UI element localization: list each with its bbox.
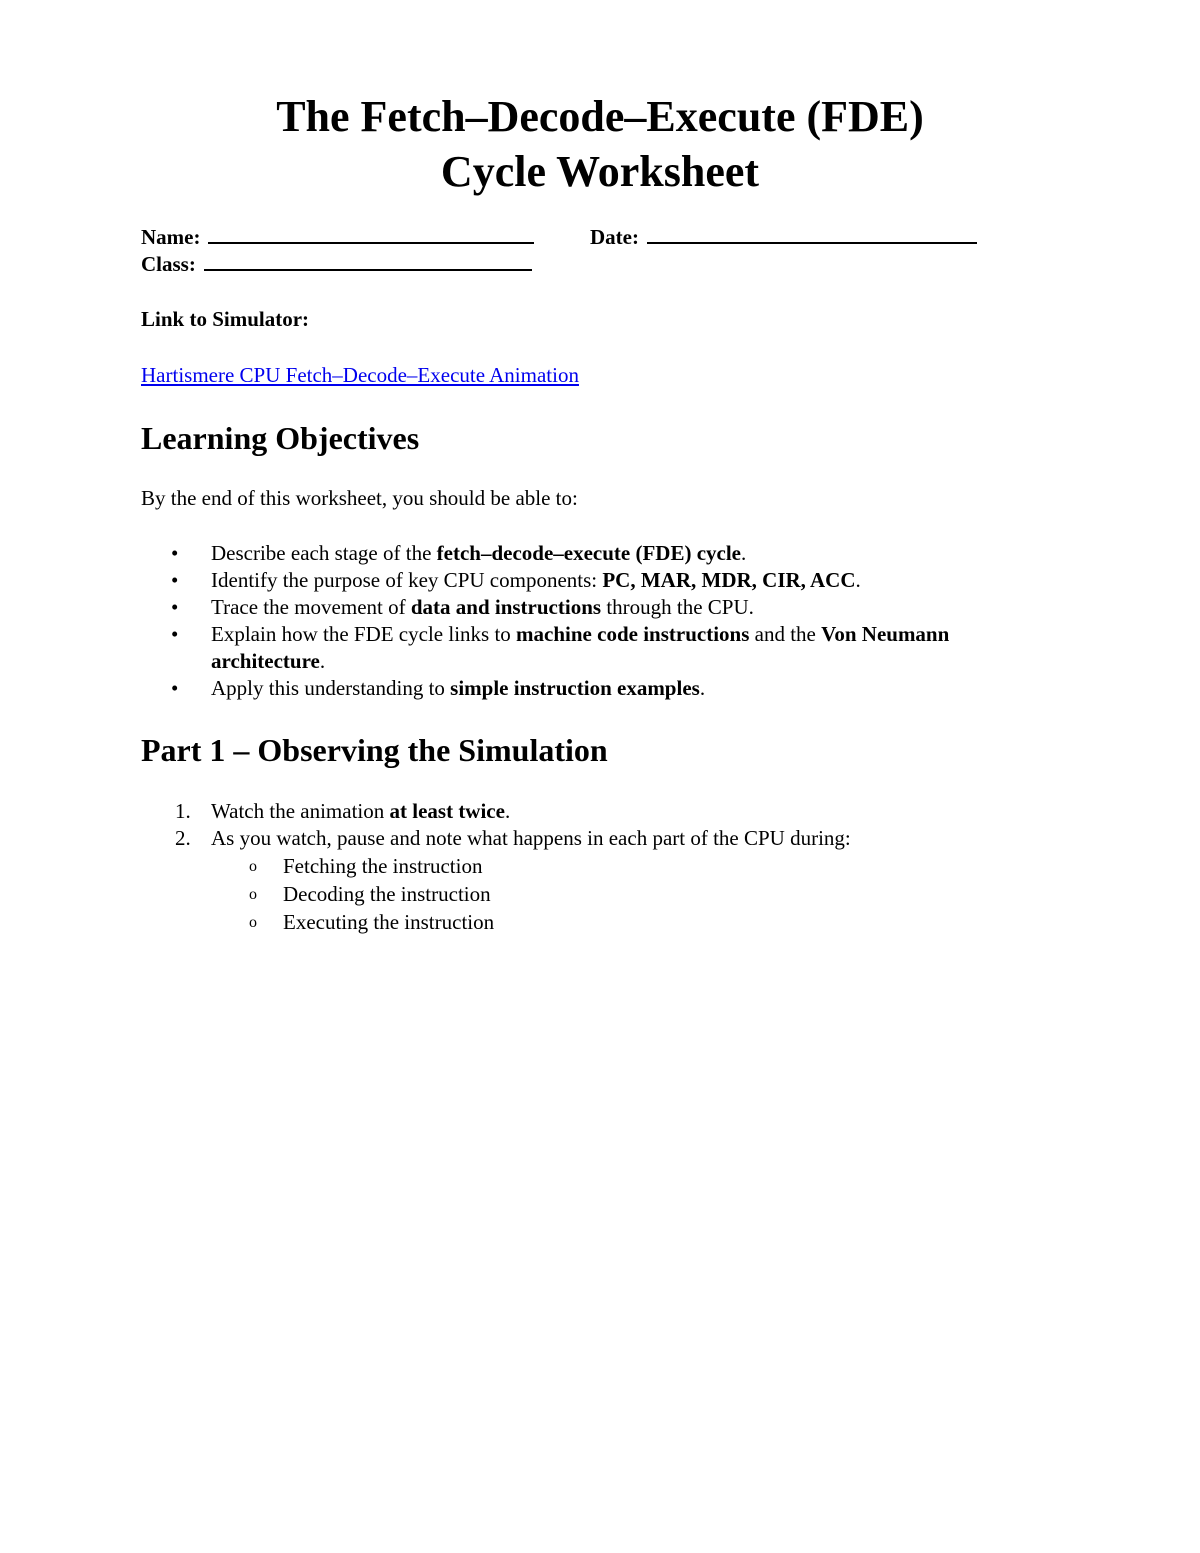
name-blank-line[interactable] bbox=[208, 224, 534, 244]
circle-bullet-icon: o bbox=[249, 886, 257, 903]
sub-item-text: Executing the instruction bbox=[283, 910, 495, 934]
class-field[interactable] bbox=[141, 251, 532, 277]
list-item bbox=[211, 852, 1061, 880]
part1-heading: Part 1 – Observing the Simulation bbox=[141, 732, 608, 768]
objective-text-tail: through the CPU. bbox=[601, 595, 754, 619]
objective-emphasis: data and instructions bbox=[410, 595, 602, 619]
list-item bbox=[141, 567, 1061, 594]
list-item bbox=[141, 594, 1061, 621]
objective-text: Describe each stage of the bbox=[211, 541, 437, 565]
step-emphasis: at least twice bbox=[389, 799, 505, 823]
name-field[interactable] bbox=[141, 224, 534, 250]
simulator-link[interactable]: Hartismere CPU Fetch–Decode–Execute Animation bbox=[141, 363, 579, 387]
bullet-icon: • bbox=[171, 676, 179, 700]
circle-bullet-icon: o bbox=[249, 858, 257, 875]
objective-text: Trace the movement of bbox=[211, 595, 411, 619]
title-line-2: Cycle Worksheet bbox=[440, 147, 760, 196]
list-item bbox=[141, 540, 1061, 567]
list-item bbox=[141, 621, 1061, 675]
objective-punct: . bbox=[699, 676, 706, 700]
objectives-list bbox=[141, 540, 1061, 702]
objective-text: Apply this understanding to bbox=[211, 676, 451, 700]
bullet-icon: • bbox=[171, 622, 179, 646]
objective-emphasis: machine code instructions bbox=[516, 622, 750, 646]
sub-item-text: Decoding the instruction bbox=[283, 882, 491, 906]
list-item bbox=[141, 798, 1061, 825]
class-blank-line[interactable] bbox=[204, 251, 532, 271]
objective-text-mid: and the bbox=[749, 622, 822, 646]
objectives-intro: By the end of this worksheet, you should be able to: bbox=[141, 486, 578, 510]
objective-text: Identify the purpose of key CPU components: bbox=[211, 568, 603, 592]
objective-text: Explain how the FDE cycle links to bbox=[211, 622, 517, 646]
date-label: Date: bbox=[590, 225, 639, 249]
objective-emphasis-2: Von Neumann architecture bbox=[211, 622, 950, 673]
step-punct: . bbox=[504, 799, 511, 823]
list-item bbox=[211, 908, 1061, 936]
list-item bbox=[141, 825, 1061, 936]
date-blank-line[interactable] bbox=[647, 224, 977, 244]
part1-steps bbox=[141, 798, 1061, 936]
step-number: 2. bbox=[175, 826, 191, 850]
objective-emphasis: PC, MAR, MDR, CIR, ACC bbox=[602, 568, 856, 592]
objective-emphasis: fetch–decode–execute (FDE) cycle bbox=[436, 541, 742, 565]
objective-punct: . bbox=[319, 649, 326, 673]
simulator-label: Link to Simulator: bbox=[141, 307, 310, 331]
title-line-1: The Fetch–Decode–Execute (FDE) bbox=[276, 92, 924, 141]
name-label: Name: bbox=[141, 225, 201, 249]
sub-item-text: Fetching the instruction bbox=[283, 854, 483, 878]
list-item bbox=[141, 675, 1061, 702]
class-label: Class: bbox=[141, 252, 196, 276]
list-item bbox=[211, 880, 1061, 908]
step-number: 1. bbox=[175, 799, 191, 823]
bullet-icon: • bbox=[171, 541, 179, 565]
step-sublist bbox=[211, 852, 1061, 936]
bullet-icon: • bbox=[171, 568, 179, 592]
objective-punct: . bbox=[741, 541, 747, 565]
circle-bullet-icon: o bbox=[249, 914, 257, 931]
learning-objectives-heading: Learning Objectives bbox=[141, 420, 420, 456]
step-text: As you watch, pause and note what happens in each part of the CPU during: bbox=[211, 826, 851, 850]
objective-emphasis: simple instruction examples bbox=[450, 676, 700, 700]
step-text: Watch the animation bbox=[211, 799, 390, 823]
objective-punct: . bbox=[855, 568, 861, 592]
date-field[interactable] bbox=[590, 224, 977, 250]
bullet-icon: • bbox=[171, 595, 179, 619]
